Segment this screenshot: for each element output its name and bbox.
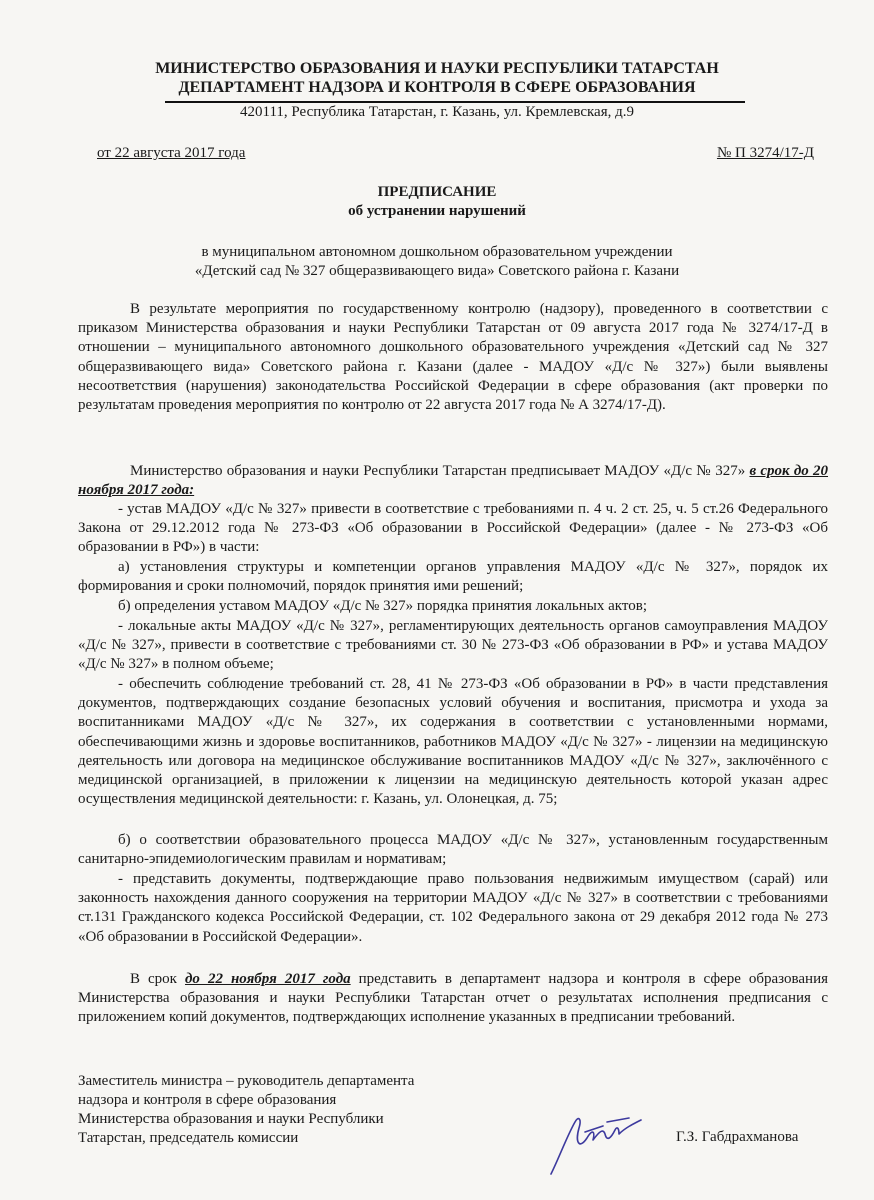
deadline-emphasis: в срок до 20 ноября 2017 года: xyxy=(78,463,829,499)
order-text: Министерство образования и науки Республики Татарстан предписывает МАДОУ «Д/с № 327» xyxy=(130,463,750,479)
document-number: № П 3274/17-Д xyxy=(716,145,814,161)
handwritten-signature xyxy=(545,1098,655,1178)
department-heading: ДЕПАРТАМЕНТ НАДЗОРА И КОНТРОЛЯ В СФЕРЕ ОБРАЗОВАНИЯ xyxy=(178,79,696,96)
paragraph-report xyxy=(78,970,828,1028)
paragraph-safety: - обеспечить соблюдение требований ст. 28, 41 № 273-ФЗ «Об образовании в РФ» в части представления документов, подтверждающих создание безопасных условий обучения и воспитания, присмотра и ухода за воспитанниками МАДОУ «Д/с № 327», их содержания в соответствии с установленными нормами, обеспечивающими жизнь и здоровье воспитанников, работников МАДОУ «Д/с № 327» - лицензии на медицинскую деятельность или договора на медицинское обслуживание воспитанников МАДОУ «Д/с № 327», заключённого с медицинской организацией, в приложении к лицензии на медицинскую деятельность которой указан адрес осуществления медицинской деятельности: г. Казань, ул. Олонецкая, д. 75; xyxy=(78,676,828,808)
header-divider xyxy=(165,101,745,103)
paragraph-property: - представить документы, подтверждающие право пользования недвижимым имуществом (сарай) или законность нахождения данного сооружения на территории МАДОУ «Д/с № 327» в соответствии с требованиями ст.131 Гражданского кодекса Российской Федерации, ст. 102 Федерального закона от 29 декабря 2012 года № 273 «Об образовании в Российской Федерации». xyxy=(78,871,828,945)
signatory-line: надзора и контроля в сфере образования xyxy=(78,1092,337,1108)
document-title: ПРЕДПИСАНИЕ xyxy=(377,184,497,200)
paragraph-item-a: а) установления структуры и компетенции органов управления МАДОУ «Д/с № 327», порядок их формирования и сроки полномочий, порядок принятия ими решений; xyxy=(78,559,828,595)
signatory-line: Заместитель министра – руководитель департамента xyxy=(78,1073,415,1089)
signatory-line: Татарстан, председатель комиссии xyxy=(78,1130,299,1146)
ministry-heading: МИНИСТЕРСТВО ОБРАЗОВАНИЯ И НАУКИ РЕСПУБЛИКИ ТАТАРСТАН xyxy=(155,60,719,77)
paragraph-local-acts: - локальные акты МАДОУ «Д/с № 327», регламентирующих деятельность органов самоуправления МАДОУ «Д/с № 327», привести в соответствие с требованиями ст. 30 № 273-ФЗ «Об образовании в РФ» и устава МАДОУ «Д/с № 327» в полном объеме; xyxy=(78,618,828,673)
paragraph-sanitary: б) о соответствии образовательного процесса МАДОУ «Д/с № 327», установленным государственным санитарно-эпидемиологическим правилам и нормативам; xyxy=(78,832,828,868)
paragraph-findings: В результате мероприятия по государственному контролю (надзору), проведенного в соответствии с приказом Министерства образования и науки Республики Татарстан от 09 августа 2017 года № 3274/17-Д в отношении – муниципального автономного дошкольного образовательного учреждения «Детский сад № 327 общеразвивающего вида» Советского района г. Казани (далее - МАДОУ «Д/с № 327») были выявлены несоответствия (нарушения) законодательства Российской Федерации в сфере образования (акт проверки по результатам проведения мероприятия по контролю от 22 августа 2017 года № А 3274/17-Д). xyxy=(78,301,828,414)
signatory-line: Министерства образования и науки Республики xyxy=(78,1111,384,1127)
signatory-title xyxy=(78,1072,498,1148)
paragraph-order xyxy=(78,462,828,500)
signature-stroke xyxy=(551,1118,641,1174)
document-date: от 22 августа 2017 года xyxy=(97,145,246,161)
report-text: представить в департамент надзора и контроля в сфере образования Министерства образования и науки Республики Татарстан отчет о результатах исполнения предписания с приложением копий документов, подтверждающих исполнение указанных в предписании требований. xyxy=(78,971,829,1026)
document-subtitle: об устранении нарушений xyxy=(348,203,526,219)
paragraph-item-b: б) определения уставом МАДОУ «Д/с № 327» порядка принятия локальных актов; xyxy=(118,598,647,614)
department-address: 420111, Республика Татарстан, г. Казань, ул. Кремлевская, д.9 xyxy=(240,104,634,120)
signatory-name: Г.З. Габдрахманова xyxy=(676,1129,799,1145)
addressee-line: «Детский сад № 327 общеразвивающего вида» Советского района г. Казани xyxy=(194,263,680,279)
addressee-block xyxy=(0,243,874,281)
report-text: В срок xyxy=(130,971,185,987)
deadline-emphasis: до 22 ноября 2017 года xyxy=(184,971,351,987)
addressee-line: в муниципальном автономном дошкольном образовательном учреждении xyxy=(201,244,673,260)
paragraph-charter: - устав МАДОУ «Д/с № 327» привести в соответствие с требованиями п. 4 ч. 2 ст. 25, ч. 5 ст.26 Федерального Закона от 29.12.2012 года № 273-ФЗ «Об образовании в Российской Федерации» (далее - № 273-ФЗ «Об образовании в РФ») в части: xyxy=(78,501,828,556)
